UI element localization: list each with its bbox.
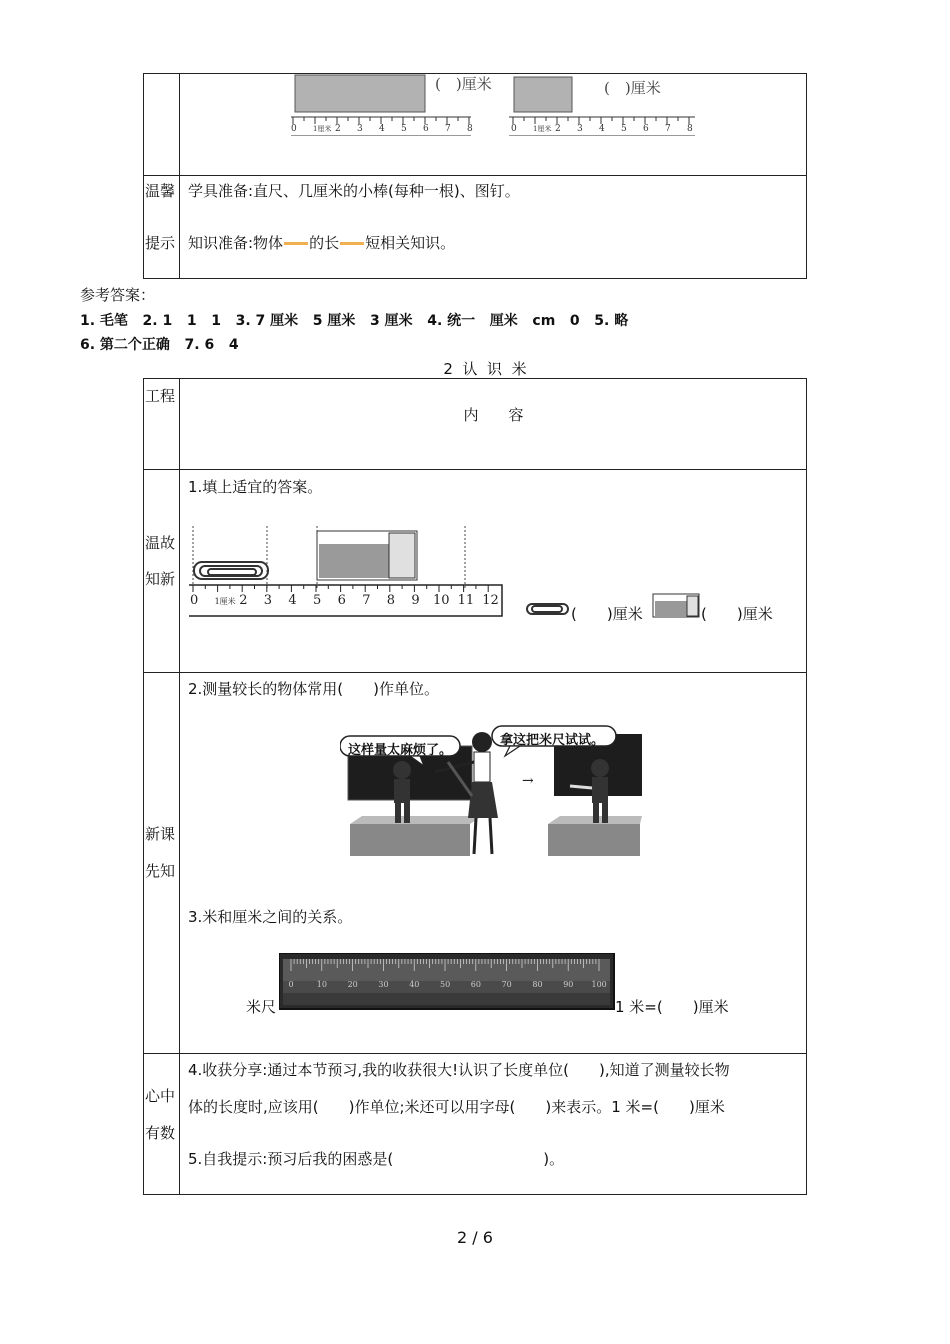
bubble-text-2: 拿这把米尺试试。 [500, 733, 605, 748]
big-ruler-label: 1厘米 [214, 597, 236, 606]
small-ruler-label: 8 [467, 124, 473, 134]
main-row-line-1 [143, 469, 807, 470]
meter-ruler-label: 10 [316, 980, 327, 989]
small-ruler-label: 0 [511, 124, 517, 134]
main-row-line-2 [143, 672, 807, 673]
answers-line-2: 6. 第二个正确 7. 6 4 [80, 337, 239, 353]
big-ruler-label: 12 [482, 593, 499, 608]
meter-ruler [279, 953, 615, 1011]
big-ruler-label: 9 [411, 593, 420, 608]
meter-ruler-label: 20 [347, 980, 358, 989]
main-table-divider [179, 378, 180, 1195]
q4-line-1: 4.收获分享:通过本节预习,我的收获很大!认识了长度单位( ),知道了测量较长物 [188, 1061, 730, 1079]
section-title: 2 认 识 米 [443, 360, 527, 378]
small-ruler-1 [291, 117, 473, 136]
small-ruler-label: 1厘米 [313, 125, 332, 133]
big-ruler-label: 2 [239, 593, 248, 608]
arrow-right-icon: → [522, 773, 534, 789]
answers-line-1: 1. 毛笔 2. 1 1 1 3. 7 厘米 5 厘米 3 厘米 4. 统一 厘米 cm 0 5. 略 [80, 313, 629, 329]
q2-text: 2.测量较长的物体常用( )作单位。 [188, 680, 440, 698]
small-ruler-label: 2 [555, 124, 561, 134]
big-ruler-label: 5 [313, 593, 322, 608]
q5-text: 5.自我提示:预习后我的困惑是( )。 [188, 1150, 565, 1168]
page-number: 2 / 6 [457, 1228, 493, 1247]
meter-ruler-label: 100 [591, 980, 607, 989]
small-ruler-label: 8 [687, 124, 693, 134]
meter-ruler-label: 90 [563, 980, 574, 989]
q1-blank-1: ( )厘米 [571, 605, 643, 623]
tip-label-2: 提示 [145, 234, 176, 252]
tip-label-1: 温馨 [145, 182, 176, 200]
row3-label-1: 心中 [145, 1087, 176, 1105]
big-ruler-label: 3 [263, 593, 273, 608]
row3-label-2: 有数 [145, 1124, 176, 1142]
meter-label: 米尺 [246, 998, 277, 1016]
answers-title: 参考答案： [80, 286, 156, 304]
tip-line-2-a: 知识准备:物体 [188, 234, 284, 252]
main-row-line-3 [143, 1053, 807, 1054]
meter-ruler-label: 70 [501, 980, 512, 989]
small-ruler-label: 4 [599, 124, 605, 134]
row2-label-2: 先知 [145, 862, 176, 880]
header-right: 内 容 [463, 406, 524, 424]
big-ruler-label: 10 [433, 593, 450, 608]
small-ruler-label: 3 [577, 124, 583, 134]
q1-blank-2: ( )厘米 [701, 605, 773, 623]
small-ruler-label: 6 [423, 124, 429, 134]
tip-line-2-c: 短相关知识。 [365, 234, 456, 252]
tip-line-2-b: 的长 [309, 234, 340, 252]
blank-cm-2: ( )厘米 [604, 79, 661, 97]
tip-line-2 [188, 232, 455, 253]
small-ruler-label: 5 [621, 124, 627, 134]
meter-ruler-label: 80 [532, 980, 543, 989]
big-ruler-label: 11 [457, 593, 475, 608]
small-ruler-label: 7 [665, 124, 671, 134]
small-ruler-label: 3 [357, 124, 363, 134]
platform-right [548, 824, 640, 856]
fill-blank-2[interactable] [340, 242, 364, 245]
small-ruler-label: 6 [643, 124, 649, 134]
big-ruler-label: 4 [288, 593, 297, 608]
small-ruler-label: 1厘米 [533, 125, 552, 133]
platform-left [350, 824, 470, 856]
q4-line-2: 体的长度时,应该用( )作单位;米还可以用字母( )来表示。1 米=( )厘米 [188, 1098, 725, 1116]
meter-ruler-label: 30 [378, 980, 389, 989]
measured-block-1 [295, 75, 425, 112]
row1-label-2: 知新 [145, 570, 176, 588]
blank-cm-1: ( )厘米 [435, 75, 492, 93]
paperclip-icon [194, 562, 268, 579]
row2-label-1: 新课 [145, 825, 176, 843]
big-ruler-label: 7 [362, 593, 371, 608]
top-table-row-line [143, 175, 807, 176]
child-figure-left [393, 761, 411, 823]
header-left: 工程 [145, 387, 176, 405]
q3-text: 3.米和厘米之间的关系。 [188, 908, 353, 926]
big-ruler-figure [186, 520, 508, 620]
small-ruler-2 [509, 117, 695, 136]
meter-ruler-label: 60 [470, 980, 481, 989]
small-ruler-label: 2 [335, 124, 341, 134]
tip-line-1: 学具准备:直尺、几厘米的小棒(每种一根)、图钉。 [188, 182, 520, 200]
fill-blank-1[interactable] [284, 242, 308, 245]
big-ruler-label: 0 [190, 593, 199, 608]
paperclip-small-icon [525, 601, 571, 617]
small-ruler-label: 0 [291, 124, 297, 134]
meter-equation: 1 米=( )厘米 [615, 998, 729, 1016]
meter-ruler-label: 0 [288, 980, 294, 989]
small-ruler-label: 4 [379, 124, 385, 134]
bubble-text-1: 这样量太麻烦了。 [348, 743, 453, 758]
meter-ruler-label: 50 [440, 980, 451, 989]
row1-label-1: 温故 [145, 534, 176, 552]
small-ruler-label: 5 [401, 124, 407, 134]
big-ruler-label: 6 [337, 593, 346, 608]
meter-ruler-label: 40 [409, 980, 420, 989]
q1-text: 1.填上适宜的答案。 [188, 478, 323, 496]
big-ruler-label: 8 [386, 593, 396, 608]
small-ruler-label: 7 [445, 124, 451, 134]
measured-block-2 [514, 77, 572, 112]
eraser-small-icon [652, 593, 700, 619]
